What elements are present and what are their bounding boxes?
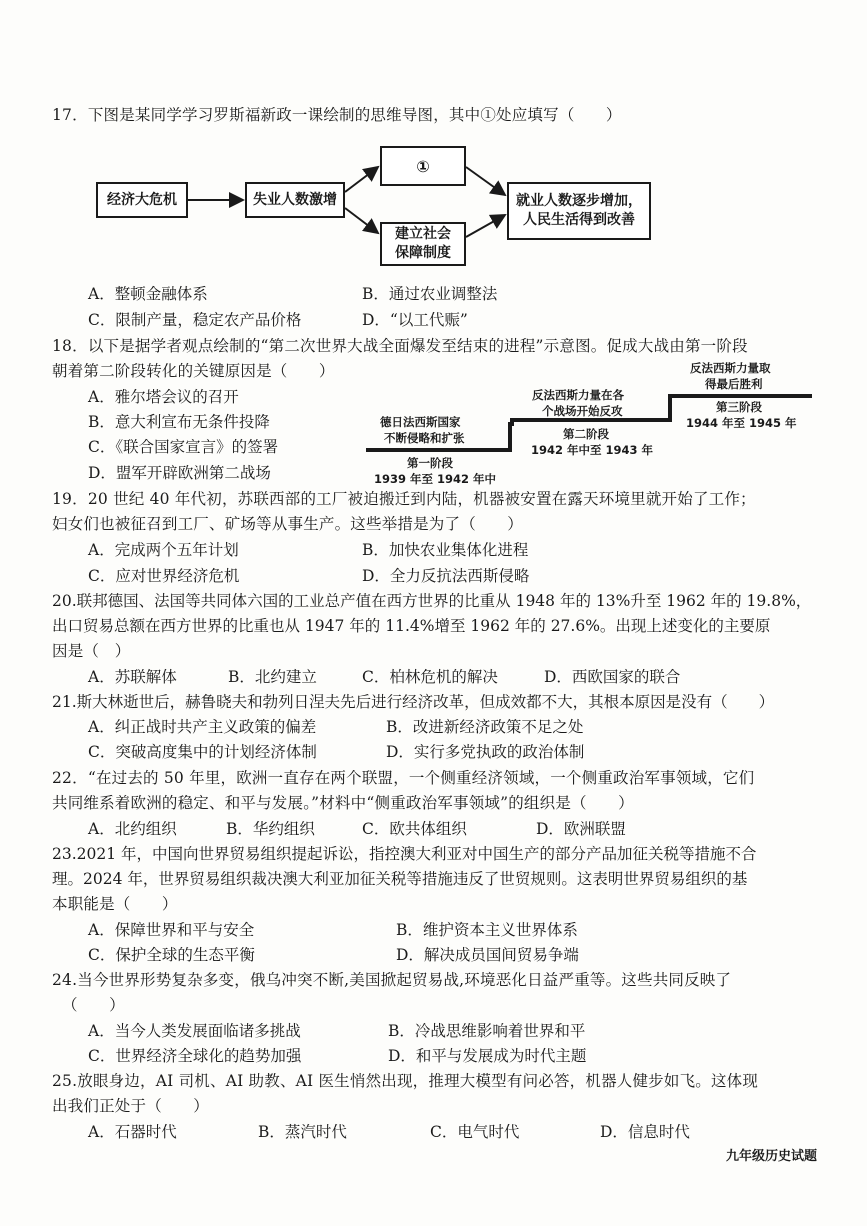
q24-option-b: B．冷战思维影响着世界和平 <box>388 1022 586 1040</box>
q21-option-a: A．纠正战时共产主义政策的偏差 <box>88 718 317 736</box>
q17-option-c: C．限制产量，稳定农产品价格 <box>88 311 302 329</box>
q18-stem-line2: 朝着第二阶段转化的关键原因是（ ） <box>52 362 335 380</box>
stage3-years: 1944 年至 1945 年 <box>686 416 797 430</box>
q18-option-a: A．雅尔塔会议的召开 <box>88 388 239 406</box>
box-label-line1: 就业人数逐步增加， <box>516 193 642 209</box>
q20-option-c: C．柏林危机的解决 <box>362 668 498 686</box>
q20-stem-line1: 20.联邦德国、法国等共同体六国的工业总产值在西方世界的比重从 1948 年的 13%升至 1962 年的 19.8%， <box>52 592 812 610</box>
q20-stem-line3: 因是（ ） <box>52 642 131 660</box>
stage2-desc-line1: 反法西斯力量在各 <box>532 388 624 402</box>
q22-stem-line2: 共同维系着欧洲的稳定、和平与发展。”材料中“侧重政治军事领域”的组织是（ ） <box>52 794 634 812</box>
q25-stem-line2: 出我们正处于（ ） <box>52 1097 210 1115</box>
q22-option-a: A．北约组织 <box>88 820 177 838</box>
box-label-line1: 建立社会 <box>395 226 451 242</box>
stage2-years: 1942 年中至 1943 年 <box>531 443 654 457</box>
q23-stem-line1: 23.2021 年，中国向世界贸易组织提起诉讼，指控澳大利亚对中国生产的部分产品加征关税等措施不合 <box>52 845 757 863</box>
q22-option-c: C．欧共体组织 <box>362 820 467 838</box>
q19-stem-line1: 19．20 世纪 40 年代初，苏联西部的工厂被迫搬迁到内陆，机器被安置在露天环境里就开始了工作； <box>52 490 756 508</box>
q19-option-b: B．加快农业集体化进程 <box>362 541 529 559</box>
q20-option-a: A．苏联解体 <box>88 668 177 686</box>
q18-option-b: B．意大利宣布无条件投降 <box>88 413 270 431</box>
q22-option-d: D．欧洲联盟 <box>536 820 626 838</box>
stage2-label: 第二阶段 <box>563 427 609 441</box>
stage3-desc-line2: 得最后胜利 <box>705 377 763 391</box>
stage1-label: 第一阶段 <box>407 456 453 470</box>
q23-option-c: C．保护全球的生态平衡 <box>88 946 255 964</box>
q20-option-b: B．北约建立 <box>228 668 317 686</box>
q25-option-b: B．蒸汽时代 <box>258 1123 347 1141</box>
box-label-line2: 保障制度 <box>395 245 451 261</box>
q25-stem-line1: 25.放眼身边，AI 司机、AI 助教、AI 医生悄然出现，推理大模型有问必答，机器人健步如飞。这体现 <box>52 1072 759 1090</box>
q24-stem-line1: 24.当今世界形势复杂多变，俄乌冲突不断,美国掀起贸易战,环境恶化日益严重等。这些共同反映了 <box>52 971 732 989</box>
stage1-years: 1939 年至 1942 年中 <box>374 472 497 486</box>
box-label-line2: 人民生活得到改善 <box>523 212 635 228</box>
stage2-desc-line2: 个战场开始反攻 <box>542 404 623 418</box>
q19-option-c: C．应对世界经济危机 <box>88 567 240 585</box>
q17-option-a: A．整顿金融体系 <box>88 285 208 303</box>
q17-stem: 17．下图是某同学学习罗斯福新政一课绘制的思维导图，其中①处应填写（ ） <box>52 106 622 124</box>
q21-option-c: C．突破高度集中的计划经济体制 <box>88 743 317 761</box>
q22-stem-line1: 22．“在过去的 50 年里，欧洲一直存在两个联盟，一个侧重经济领域，一个侧重政治军事领域，它们 <box>52 769 755 787</box>
q21-stem: 21.斯大林逝世后，赫鲁晓夫和勃列日涅夫先后进行经济改革，但成效都不大，其根本原因是没有（ ） <box>52 693 775 711</box>
q24-option-d: D．和平与发展成为时代主题 <box>388 1047 587 1065</box>
q24-option-c: C．世界经济全球化的趋势加强 <box>88 1047 302 1065</box>
box-label: ① <box>416 156 430 176</box>
stage1-desc-line1: 德日法西斯国家 <box>380 415 461 429</box>
stage3-label: 第三阶段 <box>716 400 762 414</box>
q23-stem-line2: 理。2024 年，世界贸易组织裁决澳大利亚加征关税等措施违反了世贸规则。这表明世界贸易组织的基 <box>52 870 748 888</box>
q18-stem-line1: 18．以下是据学者观点绘制的“第二次世界大战全面爆发至结束的进程”示意图。促成大战由第一阶段 <box>52 337 748 355</box>
q25-option-d: D．信息时代 <box>600 1123 690 1141</box>
stage1-desc-line2: 不断侵略和扩张 <box>384 431 465 445</box>
q17-option-b: B．通过农业调整法 <box>362 285 498 303</box>
q23-option-a: A．保障世界和平与安全 <box>88 921 255 939</box>
stage3-desc-line1: 反法西斯力量取 <box>690 361 771 375</box>
box-label: 经济大危机 <box>107 191 177 208</box>
box-label: 失业人数激增 <box>253 191 337 208</box>
q23-option-b: B．维护资本主义世界体系 <box>396 921 578 939</box>
q17-option-d: D．“以工代赈” <box>362 311 468 329</box>
q19-stem-line2: 妇女们也被征召到工厂、矿场等从事生产。这些举措是为了（ ） <box>52 515 524 533</box>
q24-option-a: A．当今人类发展面临诸多挑战 <box>88 1022 301 1040</box>
q25-option-c: C．电气时代 <box>430 1123 520 1141</box>
q23-stem-line3: 本职能是（ ） <box>52 895 178 913</box>
q24-stem-line2: （ ） <box>62 996 125 1014</box>
q19-option-a: A．完成两个五年计划 <box>88 541 239 559</box>
q18-option-c: C．《联合国家宣言》的签署 <box>88 438 279 456</box>
q20-option-d: D．西欧国家的联合 <box>544 668 681 686</box>
q21-option-b: B．改进新经济政策不足之处 <box>386 718 584 736</box>
q19-option-d: D．全力反抗法西斯侵略 <box>362 567 530 585</box>
q18-option-d: D．盟军开辟欧洲第二战场 <box>88 464 271 482</box>
q22-option-b: B．华约组织 <box>226 820 315 838</box>
q20-stem-line2: 出口贸易总额在西方世界的比重也从 1947 年的 11.4%增至 1962 年的 27.6%。出现上述变化的主要原 <box>52 617 771 635</box>
q23-option-d: D．解决成员国间贸易争端 <box>396 946 579 964</box>
q21-option-d: D．实行多党执政的政治体制 <box>386 743 585 761</box>
page-footer: 九年级历史试题 <box>725 1149 817 1164</box>
q25-option-a: A．石器时代 <box>88 1123 177 1141</box>
